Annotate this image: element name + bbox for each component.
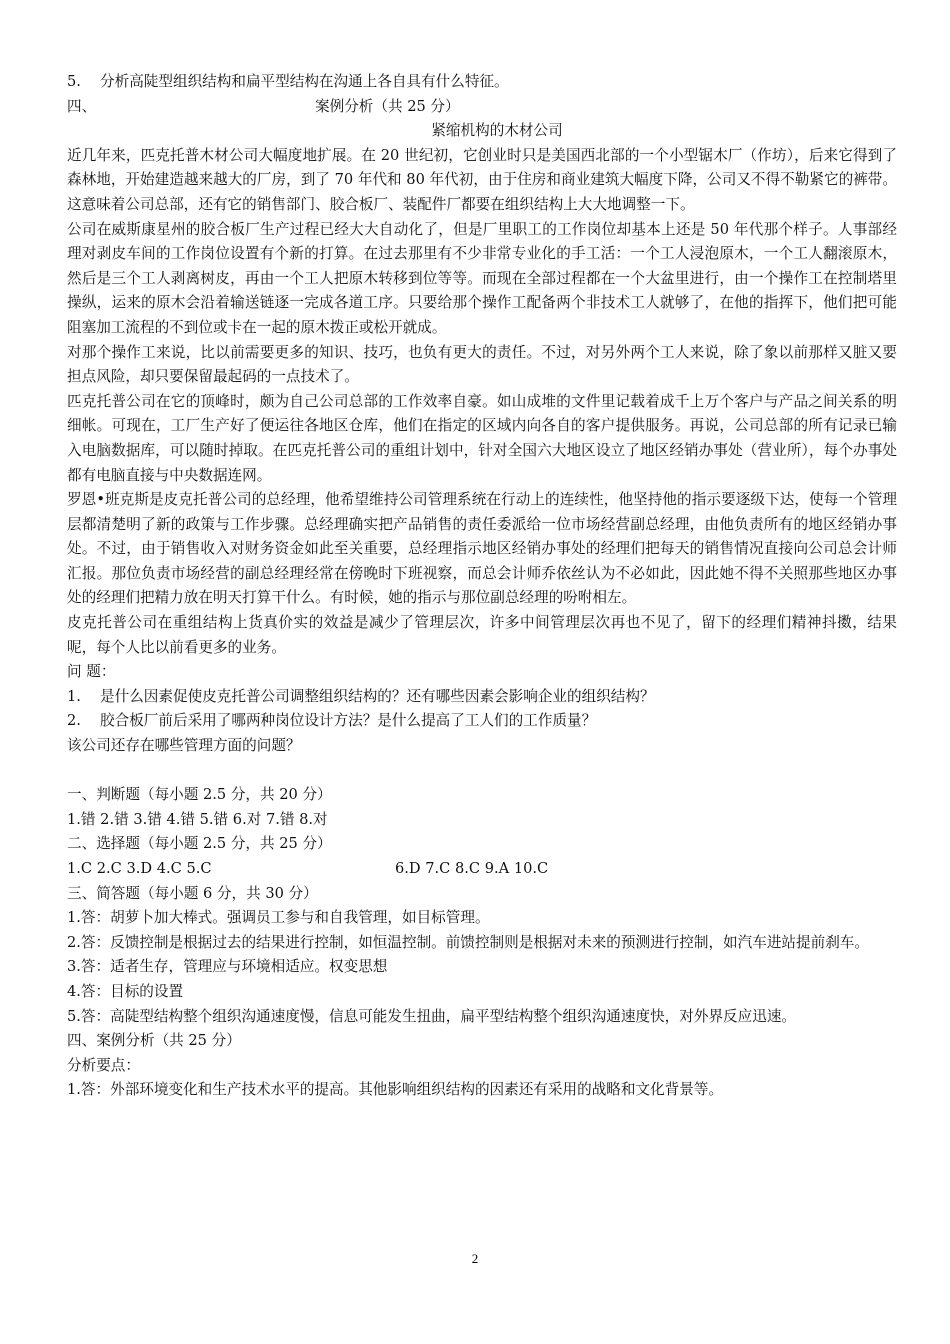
- short-answer-3: 3.答：适者生存，管理应与环境相适应。权变思想: [67, 958, 388, 976]
- case-paragraph-4: 匹克托普公司在它的顶峰时，颇为自己公司总部的工作效率自豪。如山成堆的文件里记载着成千上万个客户与产品之间关系的明细帐。可现在，工厂生产好了便运往各地区仓库，他们在指定的区域内向各自的客户提供服务。再说，公司总部的所有记录已输入电脑数据库，可以随时掉取。在匹克托普公司的重组计划中，针对全国六大地区设立了地区经销办事处（营业所），每个办事处都有电脑直接与中央数据连网。: [67, 392, 897, 484]
- case-question-2-text: 胶合板厂前后采用了哪两种岗位设计方法？是什么提高了工人们的工作质量？: [100, 712, 597, 730]
- question-5-text: 分析高陡型组织结构和扁平型结构在沟通上各自具有什么特征。: [100, 73, 509, 90]
- case-paragraph-2: 公司在威斯康星州的胶合板厂生产过程已经大大自动化了，但是厂里职工的工作岗位却基本上还是 50 年代那个样子。人事部经理对剥皮车间的工作岗位设置有个新的打算。在过去那里有不少非常专业化的手工活：一个工人浸泡原木，一个工人翻滚原木，然后是三个工人剥离树皮，再由一个工人把原木转移到位等等。而现在全部过程都在一个大盆里进行，由一个操作工在控制塔里操纵，运来的原木会沿着输送链逐一完成各道工序。只要给那个操作工配备两个非技术工人就够了，在他的指挥下，他们把可能阻塞加工流程的不到位或卡在一起的原木拨正或松开就成。: [67, 220, 897, 336]
- section-4-number: 四、: [67, 97, 97, 115]
- short-answer-heading: 三、简答题（每小题 6 分，共 30 分）: [67, 884, 318, 902]
- section-4-title: 案例分析（共 25 分）: [315, 97, 460, 115]
- case-paragraph-1: 近几年来，匹克托普木材公司大幅度地扩展。在 20 世纪初，它创业时只是美国西北部的一个小型锯木厂（作坊），后来它得到了森林地，开始建造越来越大的厂房，到了 70 年代和 80 年代初，由于住房和商业建筑大幅度下降，公司又不得不勒紧它的裤带。这意味着公司总部，还有它的销售部门、胶合板厂、装配件厂都要在组织结构上大大地调整一下。: [67, 146, 897, 213]
- short-answer-2: 2.答：反馈控制是根据过去的结果进行控制，如恒温控制。前馈控制则是根据对未来的预测进行控制，如汽车进站提前刹车。: [67, 933, 869, 951]
- question-5: [67, 70, 897, 95]
- choice-answers: [67, 857, 897, 882]
- case-question-1: [67, 685, 897, 710]
- short-answer-1: 1.答：胡萝卜加大棒式。强调员工参与和自我管理，如目标管理。: [67, 909, 490, 927]
- short-answer-4: 4.答：目标的设置: [67, 982, 184, 1000]
- case-answer-1: 1.答：外部环境变化和生产技术水平的提高。其他影响组织结构的因素还有采用的战略和文化背景等。: [67, 1081, 724, 1099]
- choice-answers-part-1: 1.C 2.C 3.D 4.C 5.C: [67, 860, 212, 877]
- case-paragraph-5: 罗恩•班克斯是皮克托普公司的总经理，他希望维持公司管理系统在行动上的连续性，他坚持他的指示要逐级下达，使每一个管理层都清楚明了新的政策与工作步骤。总经理确实把产品销售的责任委派给一位市场经营副总经理，由他负责所有的地区经销办事处。不过，由于销售收入对财务资金如此至关重要，总经理指示地区经销办事处的经理们把每天的销售情况直接向公司总会计师汇报。那位负责市场经营的副总经理经常在傍晚时下班视察，而总会计师乔依丝认为不必如此，因此她不得不关照那些地区办事处的经理们把精力放在明天打算干什么。有时候，她的指示与那位副总经理的吩咐相左。: [67, 491, 897, 607]
- spacer: [67, 759, 897, 784]
- choice-heading: 二、选择题（每小题 2.5 分，共 25 分）: [67, 835, 332, 853]
- case-paragraph-3: 对那个操作工来说，比以前需要更多的知识、技巧，也负有更大的责任。不过，对另外两个工人来说，除了象以前那样又脏又要担点风险，却只要保留最起码的一点技术了。: [67, 343, 897, 386]
- case-points-label: 分析要点：: [67, 1056, 140, 1074]
- document-page: [67, 70, 897, 1103]
- section-4-heading: [67, 95, 897, 120]
- case-question-1-text: 是什么因素促使皮克托普公司调整组织结构的？还有哪些因素会影响企业的组织结构？: [100, 687, 655, 705]
- case-question-2: [67, 709, 897, 734]
- judge-heading: 一、判断题（每小题 2.5 分，共 20 分）: [67, 786, 332, 804]
- case-answer-heading: 四、案例分析（共 25 分）: [67, 1032, 241, 1050]
- case-paragraph-6: 皮克托普公司在重组结构上货真价实的效益是减少了管理层次，许多中间管理层次再也不见了，留下的经理们精神抖擞，结果呢，每个人比以前看更多的业务。: [67, 614, 897, 656]
- questions-label: 问 题：: [67, 663, 116, 681]
- case-title: 紧缩机构的木材公司: [431, 122, 563, 140]
- case-question-2-number: 2.: [67, 712, 81, 730]
- question-5-number: 5.: [67, 73, 81, 90]
- short-answer-5: 5.答：高陡型结构整个组织沟通速度慢，信息可能发生扭曲，扁平型结构整个组织沟通速度快，对外界反应迅速。: [67, 1007, 797, 1025]
- choice-answers-part-2: 6.D 7.C 8.C 9.A 10.C: [395, 860, 549, 877]
- page-number: 2: [471, 1251, 479, 1266]
- case-question-3: 该公司还存在哪些管理方面的问题？: [67, 737, 301, 755]
- judge-answers: 1.错 2.错 3.错 4.错 5.错 6.对 7.错 8.对: [67, 810, 328, 828]
- case-question-1-number: 1.: [67, 687, 81, 705]
